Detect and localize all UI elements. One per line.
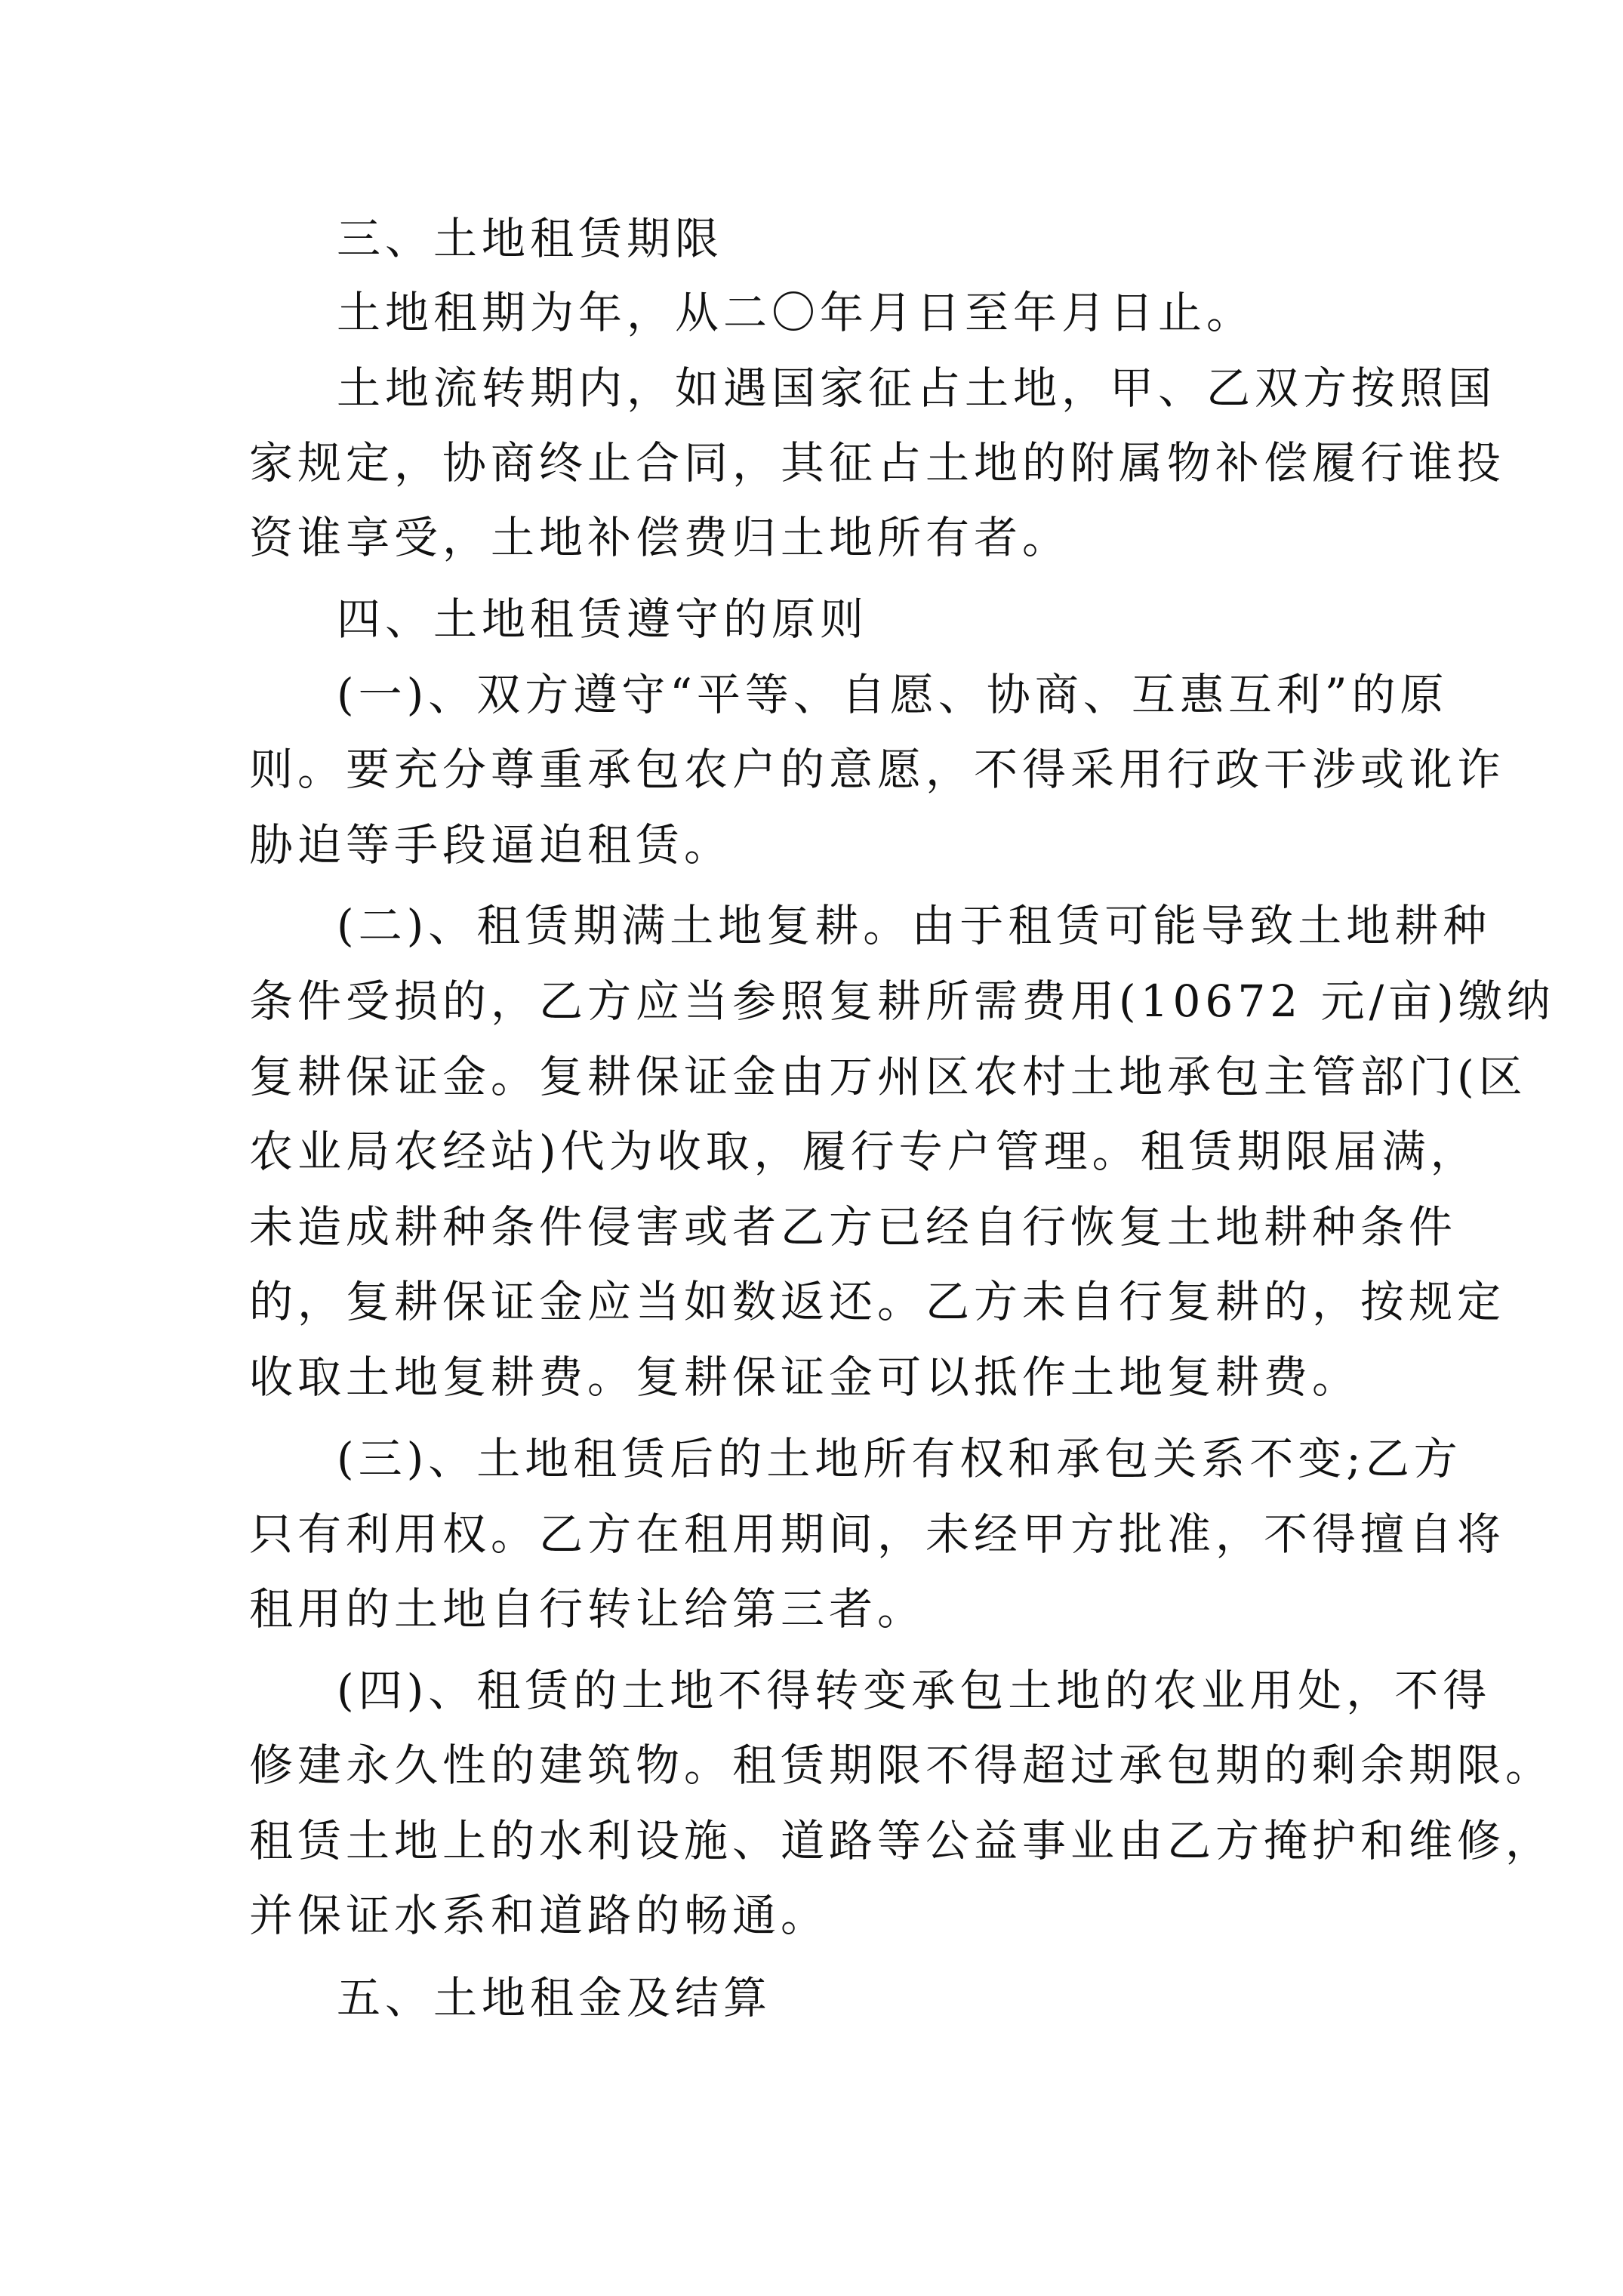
text-line: (四)、租赁的土地不得转变承包土地的农业用处，不得 xyxy=(337,1665,1492,1716)
text-line: 资谁享受，土地补偿费归土地所有者。 xyxy=(249,512,1071,563)
text-line: 胁迫等手段逼迫租赁。 xyxy=(249,819,733,871)
text-line: 条件受损的，乙方应当参照复耕所需费用(10672 元/亩)缴纳 xyxy=(249,975,1555,1027)
text-line: 只有利用权。乙方在租用期间，未经甲方批准，不得擅自将 xyxy=(249,1509,1506,1560)
text-line: 租用的土地自行转让给第三者。 xyxy=(249,1583,926,1635)
text-line: 复耕保证金。复耕保证金由万州区农村土地承包主管部门(区 xyxy=(249,1051,1527,1102)
text-line: 修建永久性的建筑物。租赁期限不得超过承包期的剩余期限。 xyxy=(249,1740,1554,1791)
text-line: (三)、土地租赁后的土地所有权和承包关系不变;乙方 xyxy=(337,1433,1462,1484)
text-line: 土地流转期内，如遇国家征占土地，甲、乙双方按照国 xyxy=(337,362,1497,414)
text-line: 三、土地租赁期限 xyxy=(337,213,724,264)
text-line: 农业局农经站)代为收取，履行专户管理。租赁期限届满， xyxy=(249,1126,1479,1177)
text-line: (二)、租赁期满土地复耕。由于租赁可能导致土地耕种 xyxy=(337,900,1492,951)
text-line: 收取土地复耕费。复耕保证金可以抵作土地复耕费。 xyxy=(249,1351,1361,1403)
text-line: 土地租期为年，从二〇年月日至年月日止。 xyxy=(337,287,1255,338)
text-line: 则。要充分尊重承包农户的意愿，不得采用行政干涉或讹诈 xyxy=(249,744,1506,795)
text-line: 家规定，协商终止合同，其征占土地的附属物补偿履行谁投 xyxy=(249,437,1506,488)
text-line: 五、土地租金及结算 xyxy=(337,1972,772,2023)
text-line: 的，复耕保证金应当如数返还。乙方未自行复耕的，按规定 xyxy=(249,1276,1506,1327)
text-line: 未造成耕种条件侵害或者乙方已经自行恢复土地耕种条件 xyxy=(249,1201,1458,1253)
text-line: 并保证水系和道路的畅通。 xyxy=(249,1890,830,1941)
text-line: (一)、双方遵守“平等、自愿、协商、互惠互利”的原 xyxy=(337,669,1449,720)
text-line: 四、土地租赁遵守的原则 xyxy=(337,593,869,645)
text-line: 租赁土地上的水利设施、道路等公益事业由乙方掩护和维修， xyxy=(249,1815,1554,1866)
